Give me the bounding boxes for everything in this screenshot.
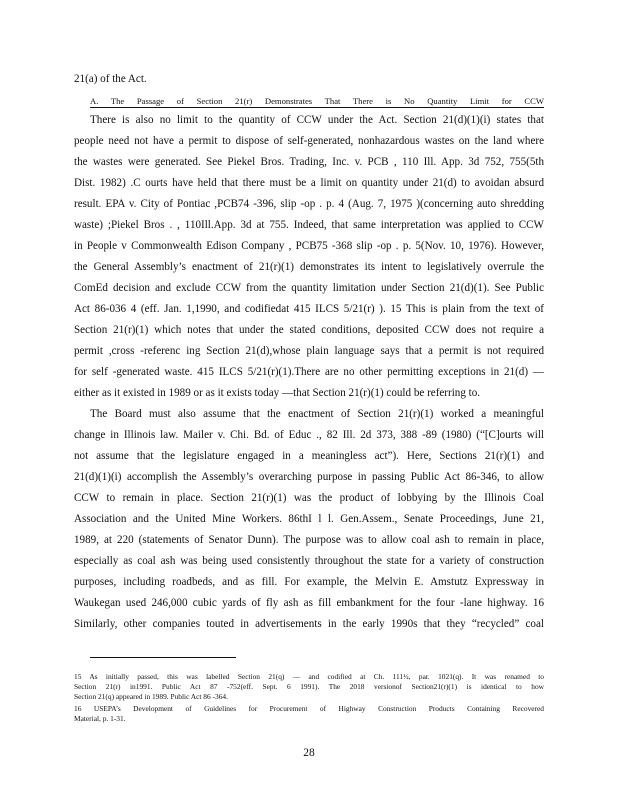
page-number: 28: [303, 747, 315, 759]
body-line: people need not have a permit to dispose of self-generated, nonhazardous wastes on the land where: [74, 135, 544, 147]
body-line: either as it existed in 1989 or as it exists today —that Section 21(r)(1) could be referring to.: [74, 387, 481, 399]
footnote-line: Section 21(r) in1991. Public Act 87 -752(eff. Sept. 6 1991). The 2018 versionof Section21(r)(1) is identical to how: [74, 682, 544, 691]
body-line: change in Illinois law. Mailer v. Chi. Bd. of Educ ., 82 Ill. 2d 373, 388 -89 (1980) (“[C]ourts will: [74, 429, 544, 441]
body-line: CCW to remain in place. Section 21(r)(1) was the product of lobbying by the Illinois Coal: [74, 492, 544, 504]
body-line: Waukegan used 246,000 cubic yards of fly ash as fill embankment for the four -lane highway. 16: [74, 597, 544, 609]
body-line: Section 21(r)(1) which notes that under the stated conditions, deposited CCW does not require a: [74, 324, 544, 336]
body-line: in People v Commonwealth Edison Company , PCB75 -368 slip -op . p. 5(Nov. 10, 1976). However,: [74, 240, 544, 252]
body-line: for self -generated waste. 415 ILCS 5/21(r)(1).There are no other permitting exceptions in 21(d) —: [74, 366, 544, 378]
body-line: The Board must also assume that the enactment of Section 21(r)(1) worked a meaningful: [90, 408, 544, 420]
body-line: 21(d)(1)(i) accomplish the Assembly’s overarching purpose in passing Public Act 86-346, to allow: [74, 471, 544, 483]
footnote-divider: [90, 657, 236, 658]
body-line: purposes, including roadbeds, and as fill. For example, the Melvin E. Amstutz Expressway in: [74, 576, 544, 588]
footnote-line: 16 USEPA’s Development of Guidelines for Procurement of Highway Construction Products Containing Recovered: [74, 704, 544, 713]
body-line: the wastes were generated. See Piekel Bros. Trading, Inc. v. PCB , 110 Ill. App. 3d 752, 755(5th: [74, 156, 544, 168]
lead-line: 21(a) of the Act.: [74, 73, 147, 85]
body-line: There is also no limit to the quantity of CCW under the Act. Section 21(d)(1)(i) states that: [90, 114, 544, 126]
footnote-line: Material, p. 1-31.: [74, 714, 126, 723]
body-line: ComEd decision and exclude CCW from the quantity limitation under Section 21(d)(1). See Public: [74, 282, 544, 294]
body-line: Dist. 1982) .C ourts have held that there must be a limit on quantity under 21(d) to avoidan absurd: [74, 177, 544, 189]
footnote-line: 15 As initially passed, this was labelled Section 21(q) — and codified at Ch. 111½, par. 1021(q). It was renamed to: [74, 672, 544, 681]
body-line: the General Assembly’s enactment of 21(r)(1) demonstrates its intent to legislatively overrule the: [74, 261, 544, 273]
body-line: especially as coal ash was being used consistently throughout the state for a variety of construction: [74, 555, 544, 567]
body-line: Similarly, other companies touted in advertisements in the early 1990s that they “recycled” coal: [74, 618, 544, 630]
body-line: Association and the United Mine Workers. 86thI l l. Gen.Assem., Senate Proceedings, June 21,: [74, 513, 544, 525]
footnote-line: Section 21(q) appeared in 1989. Public Act 86 -364.: [74, 692, 228, 701]
body-line: permit ,cross -referenc ing Section 21(d),whose plain language says that a permit is not required: [74, 345, 544, 357]
body-line: result. EPA v. City of Pontiac ,PCB74 -396, slip -op . p. 4 (Aug. 7, 1975 )(concerning auto shredding: [74, 198, 544, 210]
section-heading: A. The Passage of Section 21(r) Demonstrates That There is No Quantity Limit for CCW: [90, 96, 544, 106]
body-line: Act 86-036 4 (eff. Jan. 1,1990, and codifiedat 415 ILCS 5/21(r) ). 15 This is plain from the text of: [74, 303, 544, 315]
body-line: not assume that the legislature engaged in a meaningless act”). Here, Sections 21(r)(1) and: [74, 450, 544, 462]
body-line: waste) ;Piekel Bros . , 110Ill.App. 3d at 755. Indeed, that same interpretation was applied to CCW: [74, 219, 544, 231]
body-line: 1989, at 220 (statements of Senator Dunn). The purpose was to allow coal ash to remain in place,: [74, 534, 544, 546]
